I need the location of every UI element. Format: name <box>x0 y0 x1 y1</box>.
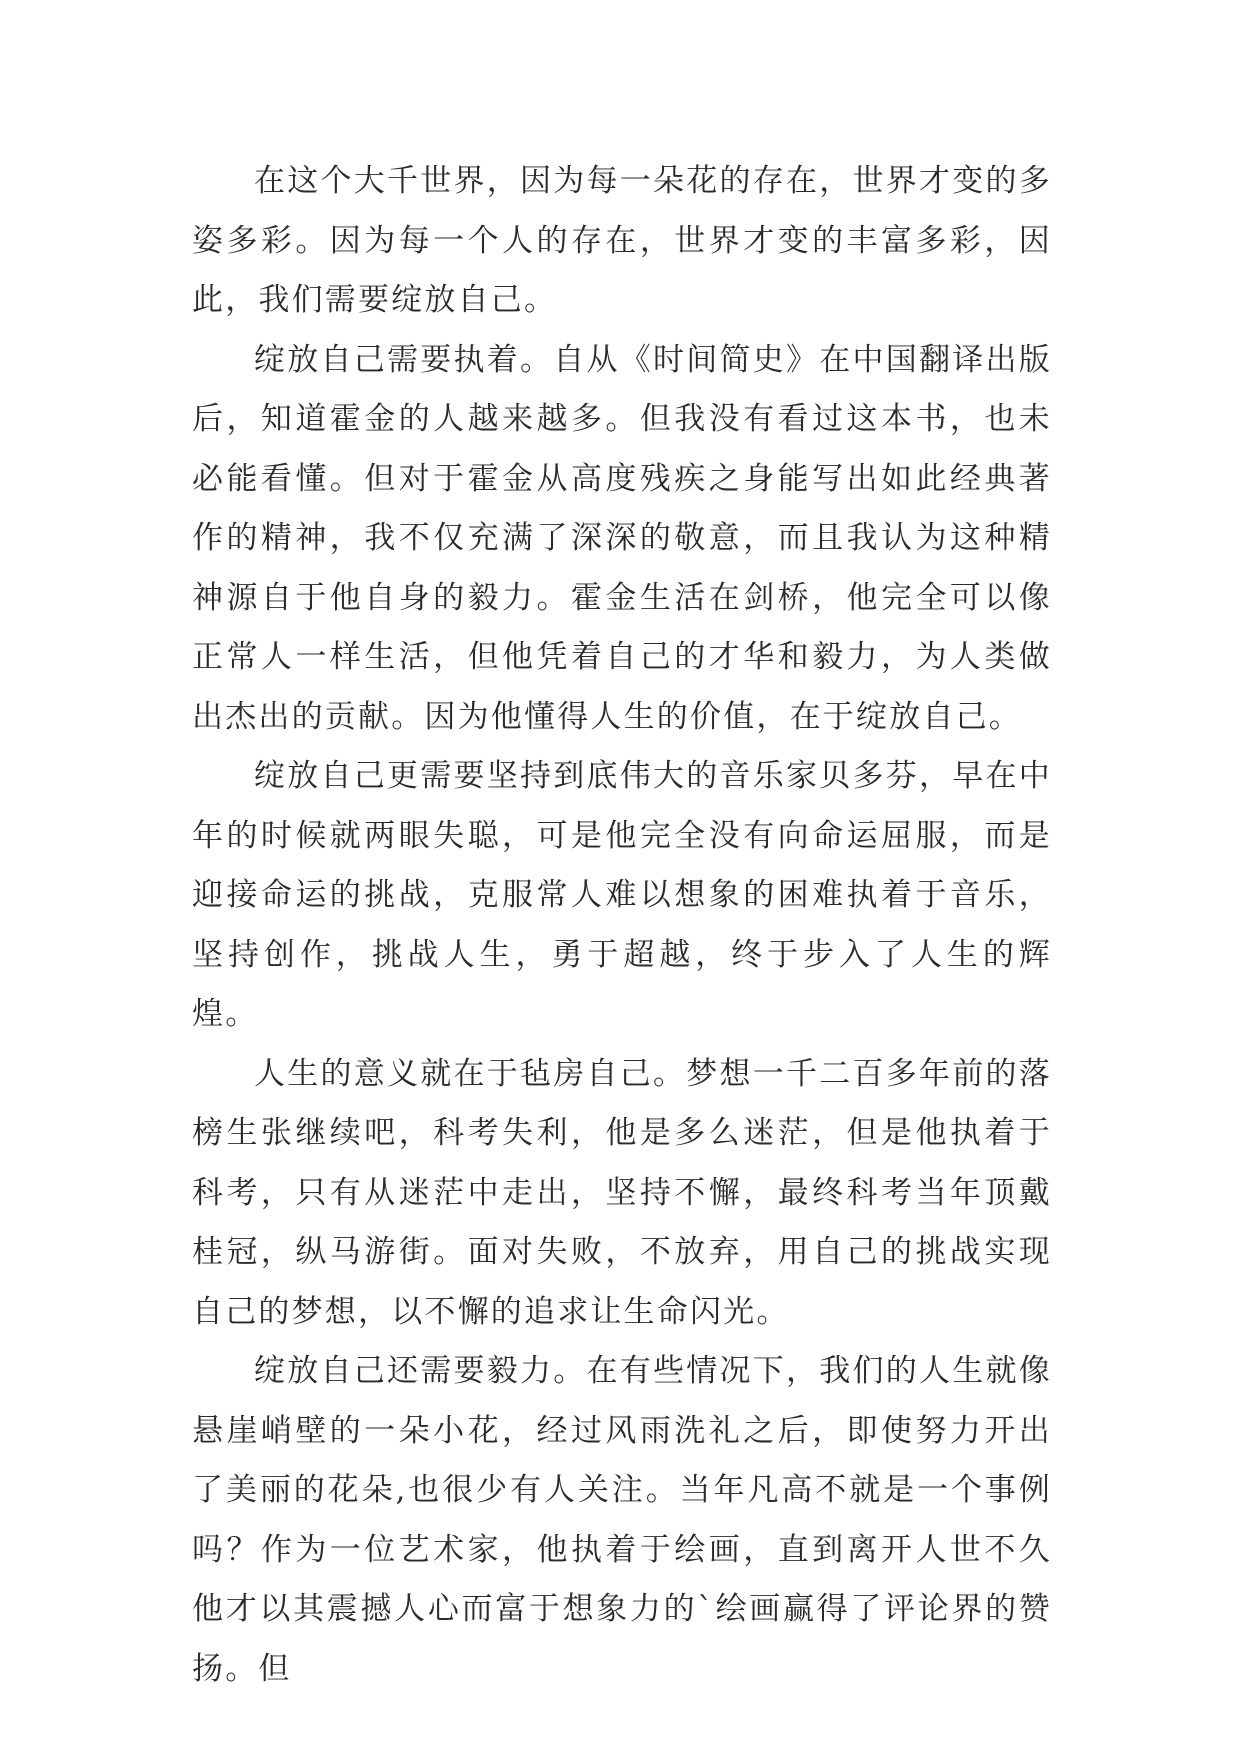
paragraph-van-gogh: 绽放自己还需要毅力。在有些情况下，我们的人生就像悬崖峭壁的一朵小花，经过风雨洗礼之后，即使努力开出了美丽的花朵,也很少有人关注。当年凡高不就是一个事例吗？作为一位艺术家，他执着于绘画，直到离开人世不久他才以其震撼人心而富于想象力的`绘画赢得了评论界的赞扬。但 <box>192 1353 1052 1687</box>
paragraph-perseverance-hawking: 绽放自己需要执着。自从《时间简史》在中国翻译出版后，知道霍金的人越来越多。但我没有看过这本书，也未必能看懂。但对于霍金从高度残疾之身能写出如此经典著作的精神，我不仅充满了深深的敬意，而且我认为这种精神源自于他自身的毅力。霍金生活在剑桥，他完全可以像正常人一样生活，但他凭着自己的才华和毅力，为人类做出杰出的贡献。因为他懂得人生的价值，在于绽放自己。 <box>192 341 1052 735</box>
paragraph-intro: 在这个大千世界，因为每一朵花的存在，世界才变的多姿多彩。因为每一个人的存在，世界才变的丰富多彩，因此，我们需要绽放自己。 <box>192 163 1052 318</box>
paragraph-beethoven: 绽放自己更需要坚持到底伟大的音乐家贝多芬，早在中年的时候就两眼失聪，可是他完全没有向命运屈服，而是迎接命运的挑战，克服常人难以想象的困难执着于音乐，坚持创作，挑战人生，勇于超越，终于步入了人生的辉煌。 <box>192 758 1052 1032</box>
essay-body <box>192 152 1052 1699</box>
paragraph-zhang-ji: 人生的意义就在于毡房自己。梦想一千二百多年前的落榜生张继续吧，科考失利，他是多么迷茫，但是他执着于科考，只有从迷茫中走出，坚持不懈，最终科考当年顶戴桂冠，纵马游街。面对失败，不放弃，用自己的挑战实现自己的梦想，以不懈的追求让生命闪光。 <box>192 1055 1052 1330</box>
